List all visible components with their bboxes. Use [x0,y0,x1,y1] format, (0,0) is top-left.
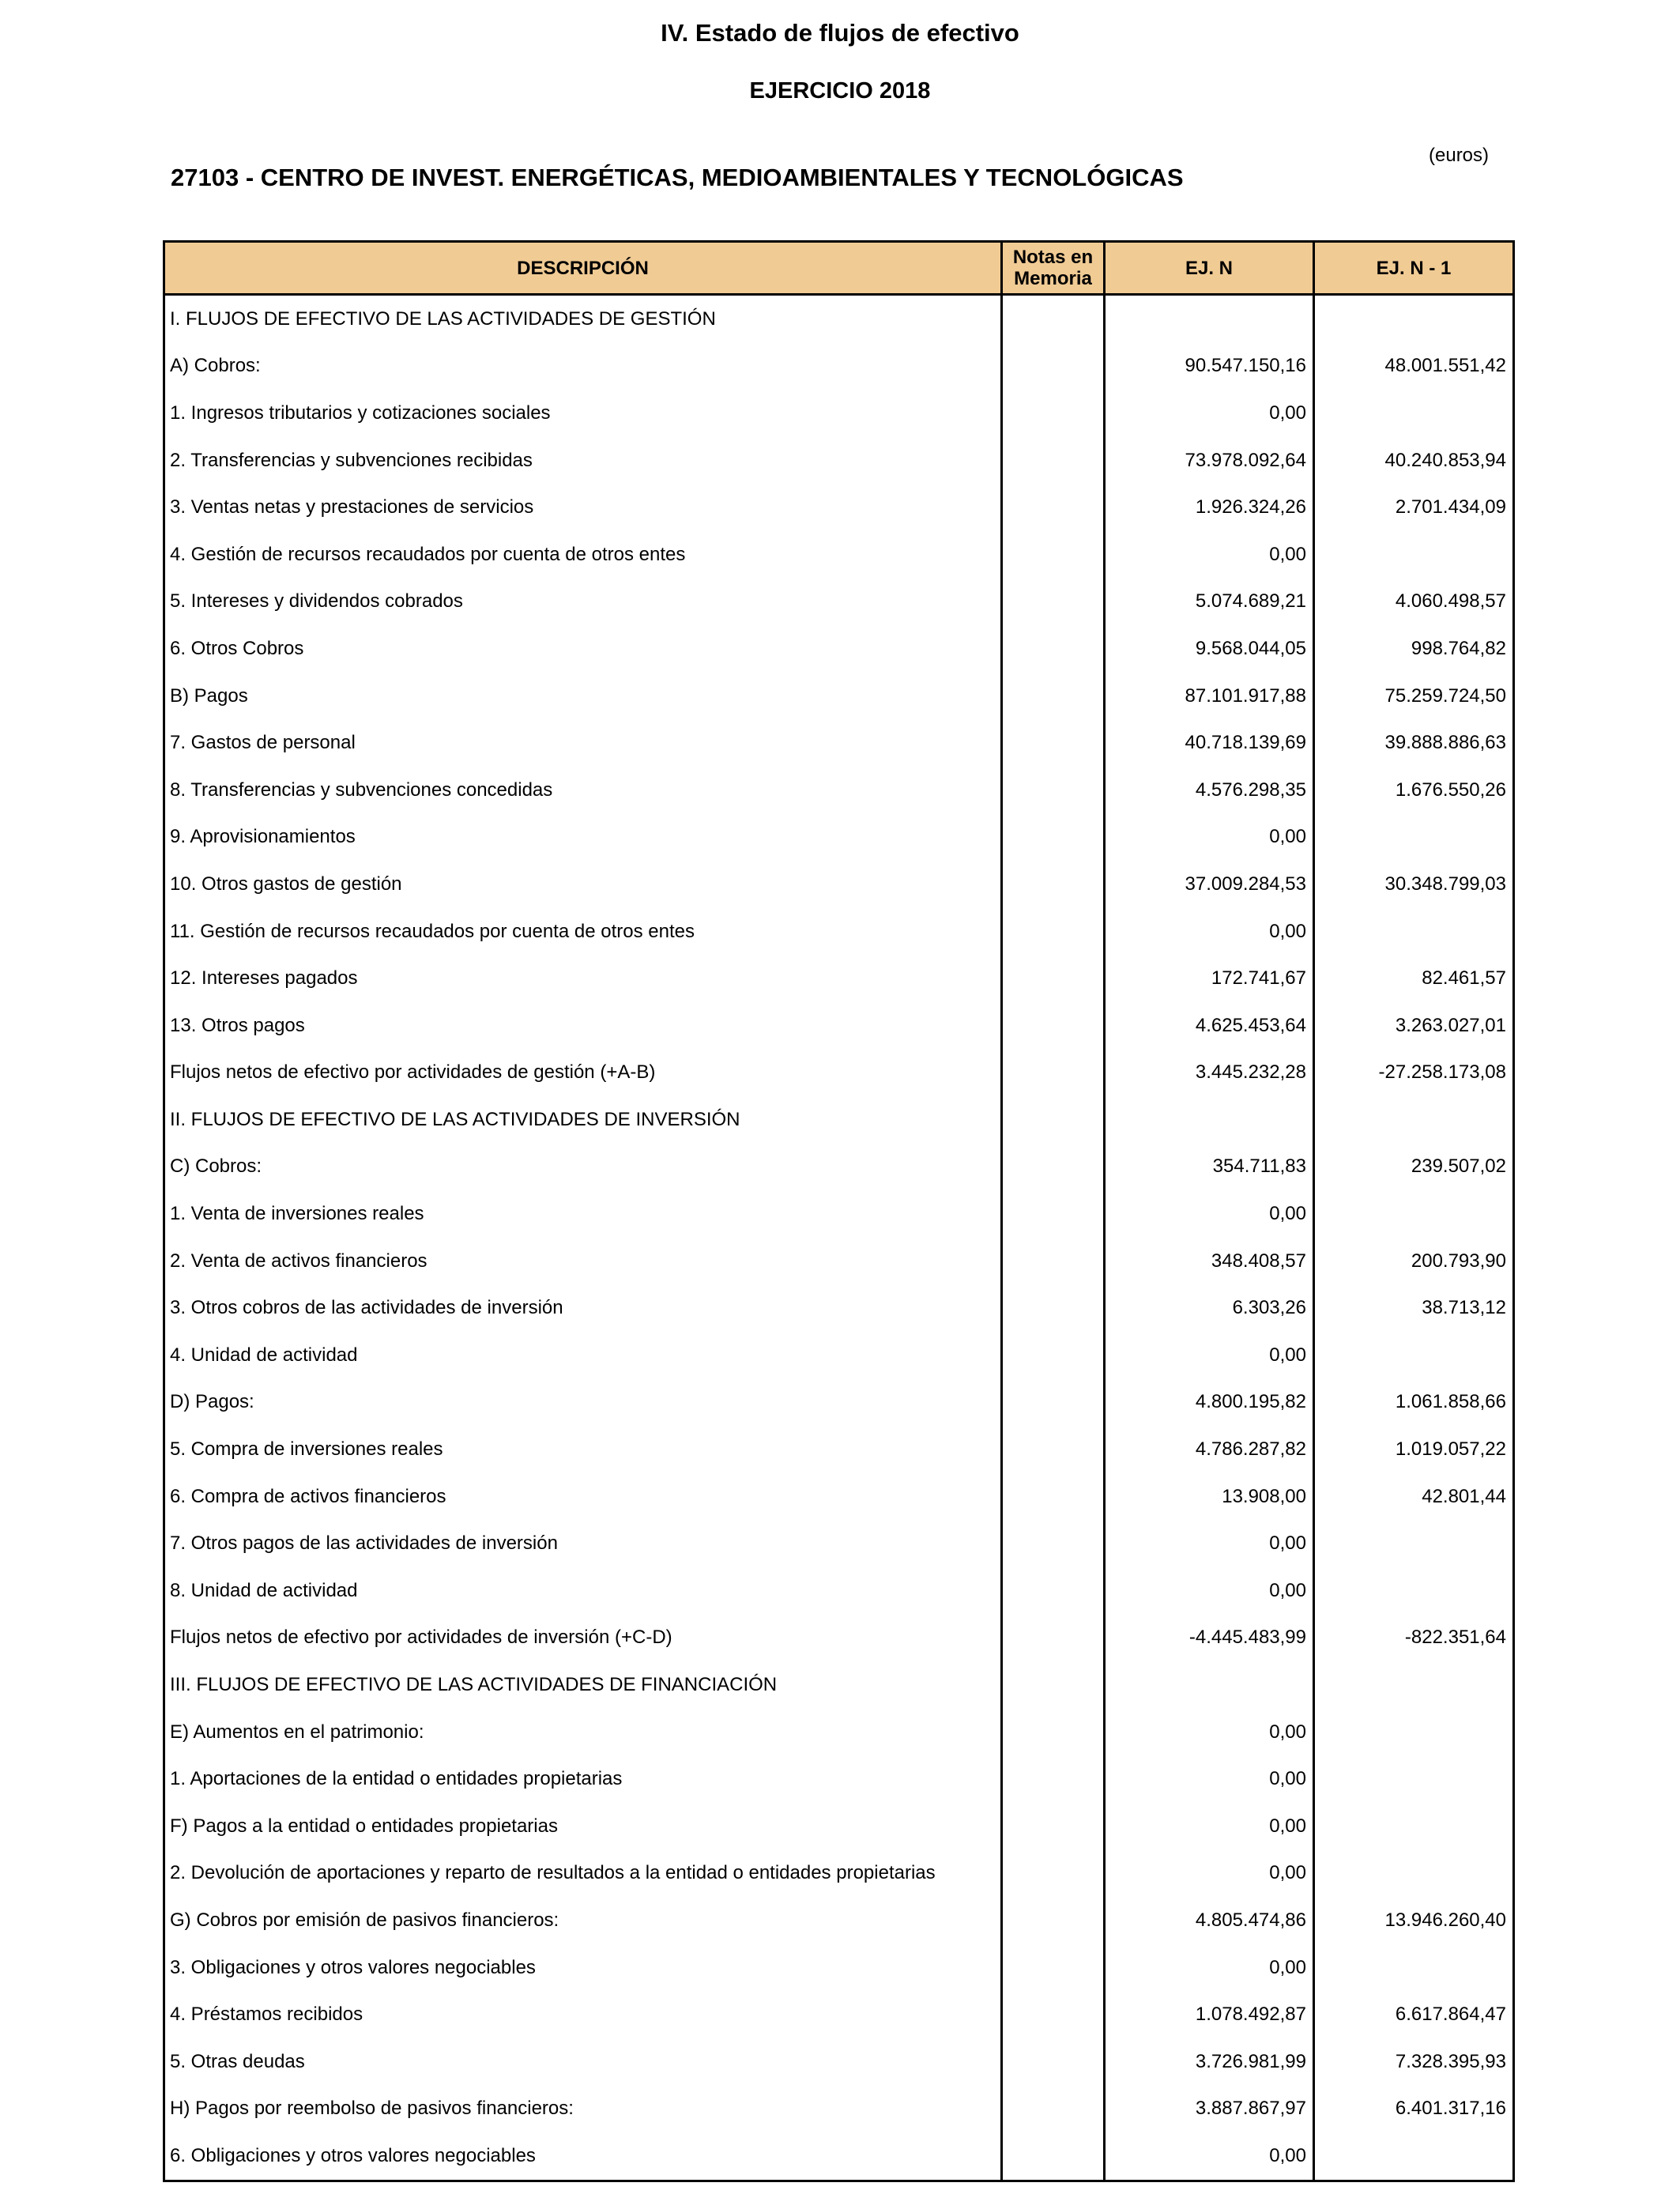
row-notas [1002,2086,1105,2133]
row-notas [1002,579,1105,626]
row-value-ej-n1 [1314,1096,1514,1144]
row-value-ej-n: 172.741,67 [1105,955,1314,1002]
table-row [164,1238,1514,1285]
row-notas [1002,531,1105,579]
page-title: IV. Estado de flujos de efectivo [661,19,1019,47]
row-notas [1002,1520,1105,1567]
row-value-ej-n: 1.078.492,87 [1105,1991,1314,2038]
row-value-ej-n: 4.576.298,35 [1105,767,1314,814]
table-row [164,1755,1514,1803]
row-value-ej-n1 [1314,1190,1514,1238]
table-row [164,1473,1514,1521]
row-notas [1002,955,1105,1002]
row-value-ej-n1: 3.263.027,01 [1314,1002,1514,1050]
table-row [164,1897,1514,1944]
row-description: 2. Venta de activos financieros [164,1238,1002,1285]
table-row [164,1284,1514,1332]
table-row [164,1661,1514,1709]
row-value-ej-n: 6.303,26 [1105,1284,1314,1332]
row-notas [1002,1615,1105,1662]
column-header-notas-line1: Notas en [1012,247,1094,268]
row-description: A) Cobros: [164,343,1002,390]
table-row [164,1050,1514,1097]
row-value-ej-n1 [1314,1803,1514,1850]
row-description: 4. Préstamos recibidos [164,1991,1002,2038]
row-value-ej-n: 87.101.917,88 [1105,673,1314,720]
row-notas [1002,1002,1105,1050]
table-row [164,1991,1514,2038]
table-row [164,767,1514,814]
table-body [164,295,1514,2181]
row-value-ej-n1: 7.328.395,93 [1314,2038,1514,2086]
row-notas [1002,625,1105,673]
row-description: 2. Devolución de aportaciones y reparto de resultados a la entidad o entidades propietarias [164,1850,1002,1898]
row-value-ej-n: 1.926.324,26 [1105,484,1314,531]
column-header-notas-line2: Memoria [1014,268,1092,289]
table-row [164,343,1514,390]
row-value-ej-n: 40.718.139,69 [1105,719,1314,767]
row-value-ej-n1: 2.701.434,09 [1314,484,1514,531]
fiscal-year-heading: EJERCICIO 2018 [749,78,931,104]
row-value-ej-n1 [1314,1944,1514,1992]
row-notas [1002,1096,1105,1144]
row-description: 4. Gestión de recursos recaudados por cuenta de otros entes [164,531,1002,579]
row-value-ej-n1: 40.240.853,94 [1314,437,1514,484]
row-description: 3. Otros cobros de las actividades de inversión [164,1284,1002,1332]
row-value-ej-n1: 4.060.498,57 [1314,579,1514,626]
row-value-ej-n: 4.805.474,86 [1105,1897,1314,1944]
row-notas [1002,1803,1105,1850]
table-row [164,1615,1514,1662]
row-description: B) Pagos [164,673,1002,720]
row-description: 1. Venta de inversiones reales [164,1190,1002,1238]
row-notas [1002,767,1105,814]
table-row [164,1520,1514,1567]
row-description: 7. Gastos de personal [164,719,1002,767]
row-value-ej-n: 0,00 [1105,531,1314,579]
table-row [164,1426,1514,1473]
row-value-ej-n: 0,00 [1105,1567,1314,1615]
row-value-ej-n: 3.445.232,28 [1105,1050,1314,1097]
table-row [164,390,1514,437]
table-row [164,814,1514,861]
table-row [164,1709,1514,1756]
row-notas [1002,1144,1105,1191]
cash-flow-table [163,240,1515,2182]
row-value-ej-n1: 200.793,90 [1314,1238,1514,1285]
row-value-ej-n1: 42.801,44 [1314,1473,1514,1521]
row-value-ej-n1 [1314,2132,1514,2181]
row-value-ej-n: 0,00 [1105,1709,1314,1756]
row-value-ej-n: 4.625.453,64 [1105,1002,1314,1050]
table-row [164,673,1514,720]
table-row [164,295,1514,343]
row-value-ej-n1 [1314,1567,1514,1615]
row-description: D) Pagos: [164,1379,1002,1427]
row-description: 13. Otros pagos [164,1002,1002,1050]
table-row [164,2086,1514,2133]
row-value-ej-n1 [1314,1332,1514,1379]
table-row [164,1944,1514,1992]
row-description: F) Pagos a la entidad o entidades propietarias [164,1803,1002,1850]
row-value-ej-n: 73.978.092,64 [1105,437,1314,484]
row-value-ej-n: 5.074.689,21 [1105,579,1314,626]
column-header-ej-n1: EJ. N - 1 [1314,242,1514,295]
row-description: 10. Otros gastos de gestión [164,861,1002,908]
row-notas [1002,861,1105,908]
row-value-ej-n: 0,00 [1105,1850,1314,1898]
column-header-ej-n: EJ. N [1105,242,1314,295]
table-row [164,719,1514,767]
row-notas [1002,1567,1105,1615]
row-value-ej-n: 4.786.287,82 [1105,1426,1314,1473]
row-notas [1002,1284,1105,1332]
row-value-ej-n1: 1.019.057,22 [1314,1426,1514,1473]
row-notas [1002,1050,1105,1097]
row-value-ej-n1: 38.713,12 [1314,1284,1514,1332]
row-description: 6. Compra de activos financieros [164,1473,1002,1521]
row-value-ej-n1: 48.001.551,42 [1314,343,1514,390]
row-notas [1002,390,1105,437]
row-description: Flujos netos de efectivo por actividades de gestión (+A-B) [164,1050,1002,1097]
table-row [164,625,1514,673]
row-description: G) Cobros por emisión de pasivos financieros: [164,1897,1002,1944]
row-description: 7. Otros pagos de las actividades de inversión [164,1520,1002,1567]
table-row [164,1332,1514,1379]
row-value-ej-n1 [1314,390,1514,437]
table-row [164,531,1514,579]
row-notas [1002,2038,1105,2086]
row-value-ej-n: 90.547.150,16 [1105,343,1314,390]
row-description: 3. Ventas netas y prestaciones de servicios [164,484,1002,531]
row-value-ej-n1 [1314,295,1514,343]
table-row [164,908,1514,956]
table-row [164,861,1514,908]
row-value-ej-n: 0,00 [1105,1803,1314,1850]
row-value-ej-n: 3.887.867,97 [1105,2086,1314,2133]
row-value-ej-n1 [1314,1520,1514,1567]
table-row [164,484,1514,531]
row-value-ej-n1: 1.061.858,66 [1314,1379,1514,1427]
row-value-ej-n: 9.568.044,05 [1105,625,1314,673]
row-value-ej-n1: 1.676.550,26 [1314,767,1514,814]
row-notas [1002,295,1105,343]
row-notas [1002,1379,1105,1427]
row-value-ej-n: 0,00 [1105,1332,1314,1379]
row-value-ej-n: 0,00 [1105,1190,1314,1238]
row-notas [1002,1473,1105,1521]
row-description: C) Cobros: [164,1144,1002,1191]
row-notas [1002,437,1105,484]
row-notas [1002,2132,1105,2181]
row-notas [1002,1709,1105,1756]
row-notas [1002,673,1105,720]
row-value-ej-n1 [1314,531,1514,579]
entity-heading: 27103 - CENTRO DE INVEST. ENERGÉTICAS, MEDIOAMBIENTALES Y TECNOLÓGICAS [171,164,1184,191]
row-value-ej-n1: 30.348.799,03 [1314,861,1514,908]
column-header-descripcion: DESCRIPCIÓN [164,242,1002,295]
row-description: Flujos netos de efectivo por actividades de inversión (+C-D) [164,1615,1002,1662]
row-description: 2. Transferencias y subvenciones recibidas [164,437,1002,484]
row-value-ej-n1 [1314,1661,1514,1709]
row-value-ej-n: 3.726.981,99 [1105,2038,1314,2086]
row-notas [1002,1850,1105,1898]
row-description: 11. Gestión de recursos recaudados por cuenta de otros entes [164,908,1002,956]
row-value-ej-n: 348.408,57 [1105,1238,1314,1285]
row-notas [1002,1944,1105,1992]
row-notas [1002,343,1105,390]
table-row [164,1379,1514,1427]
row-description: 8. Transferencias y subvenciones concedidas [164,767,1002,814]
row-value-ej-n1 [1314,1755,1514,1803]
row-description: 12. Intereses pagados [164,955,1002,1002]
row-value-ej-n1 [1314,1709,1514,1756]
table-row [164,1567,1514,1615]
column-header-notas [1002,242,1105,295]
row-value-ej-n: 0,00 [1105,1755,1314,1803]
table-row [164,1190,1514,1238]
row-description: 4. Unidad de actividad [164,1332,1002,1379]
row-value-ej-n1: 13.946.260,40 [1314,1897,1514,1944]
row-notas [1002,719,1105,767]
row-value-ej-n: -4.445.483,99 [1105,1615,1314,1662]
table-row [164,1144,1514,1191]
row-notas [1002,814,1105,861]
row-value-ej-n: 4.800.195,82 [1105,1379,1314,1427]
row-value-ej-n: 0,00 [1105,390,1314,437]
row-description: II. FLUJOS DE EFECTIVO DE LAS ACTIVIDADES DE INVERSIÓN [164,1096,1002,1144]
row-value-ej-n: 0,00 [1105,814,1314,861]
row-description: 1. Ingresos tributarios y cotizaciones sociales [164,390,1002,437]
row-description: I. FLUJOS DE EFECTIVO DE LAS ACTIVIDADES DE GESTIÓN [164,295,1002,343]
row-value-ej-n1 [1314,1850,1514,1898]
row-notas [1002,484,1105,531]
row-value-ej-n1: 239.507,02 [1314,1144,1514,1191]
row-value-ej-n: 0,00 [1105,1520,1314,1567]
row-description: 5. Intereses y dividendos cobrados [164,579,1002,626]
row-notas [1002,1755,1105,1803]
row-notas [1002,908,1105,956]
row-notas [1002,1661,1105,1709]
row-value-ej-n: 37.009.284,53 [1105,861,1314,908]
row-description: 5. Compra de inversiones reales [164,1426,1002,1473]
row-notas [1002,1426,1105,1473]
row-description: E) Aumentos en el patrimonio: [164,1709,1002,1756]
row-notas [1002,1991,1105,2038]
row-value-ej-n: 13.908,00 [1105,1473,1314,1521]
row-value-ej-n1: 6.617.864,47 [1314,1991,1514,2038]
row-description: H) Pagos por reembolso de pasivos financieros: [164,2086,1002,2133]
row-value-ej-n: 0,00 [1105,908,1314,956]
row-description: 8. Unidad de actividad [164,1567,1002,1615]
row-description: 5. Otras deudas [164,2038,1002,2086]
row-description: 9. Aprovisionamientos [164,814,1002,861]
row-value-ej-n [1105,1096,1314,1144]
row-description: 6. Otros Cobros [164,625,1002,673]
row-value-ej-n: 354.711,83 [1105,1144,1314,1191]
table-row [164,2038,1514,2086]
row-value-ej-n1: 6.401.317,16 [1314,2086,1514,2133]
currency-units: (euros) [1429,145,1490,166]
row-notas [1002,1897,1105,1944]
table-row [164,437,1514,484]
row-notas [1002,1190,1105,1238]
row-value-ej-n1 [1314,908,1514,956]
table-row [164,1096,1514,1144]
table-row [164,579,1514,626]
row-value-ej-n1 [1314,814,1514,861]
row-value-ej-n1: 998.764,82 [1314,625,1514,673]
table-row [164,2132,1514,2181]
table-row [164,1850,1514,1898]
row-value-ej-n1: -822.351,64 [1314,1615,1514,1662]
table-row [164,1803,1514,1850]
row-value-ej-n1: 82.461,57 [1314,955,1514,1002]
table-row [164,955,1514,1002]
row-notas [1002,1238,1105,1285]
row-value-ej-n: 0,00 [1105,1944,1314,1992]
row-value-ej-n [1105,1661,1314,1709]
row-description: 1. Aportaciones de la entidad o entidades propietarias [164,1755,1002,1803]
row-value-ej-n1: 39.888.886,63 [1314,719,1514,767]
row-description: 3. Obligaciones y otros valores negociables [164,1944,1002,1992]
table-header-row [164,242,1514,295]
row-value-ej-n1: -27.258.173,08 [1314,1050,1514,1097]
row-notas [1002,1332,1105,1379]
table-row [164,1002,1514,1050]
row-value-ej-n: 0,00 [1105,2132,1314,2181]
row-value-ej-n [1105,295,1314,343]
row-value-ej-n1: 75.259.724,50 [1314,673,1514,720]
row-description: 6. Obligaciones y otros valores negociables [164,2132,1002,2181]
row-description: III. FLUJOS DE EFECTIVO DE LAS ACTIVIDADES DE FINANCIACIÓN [164,1661,1002,1709]
